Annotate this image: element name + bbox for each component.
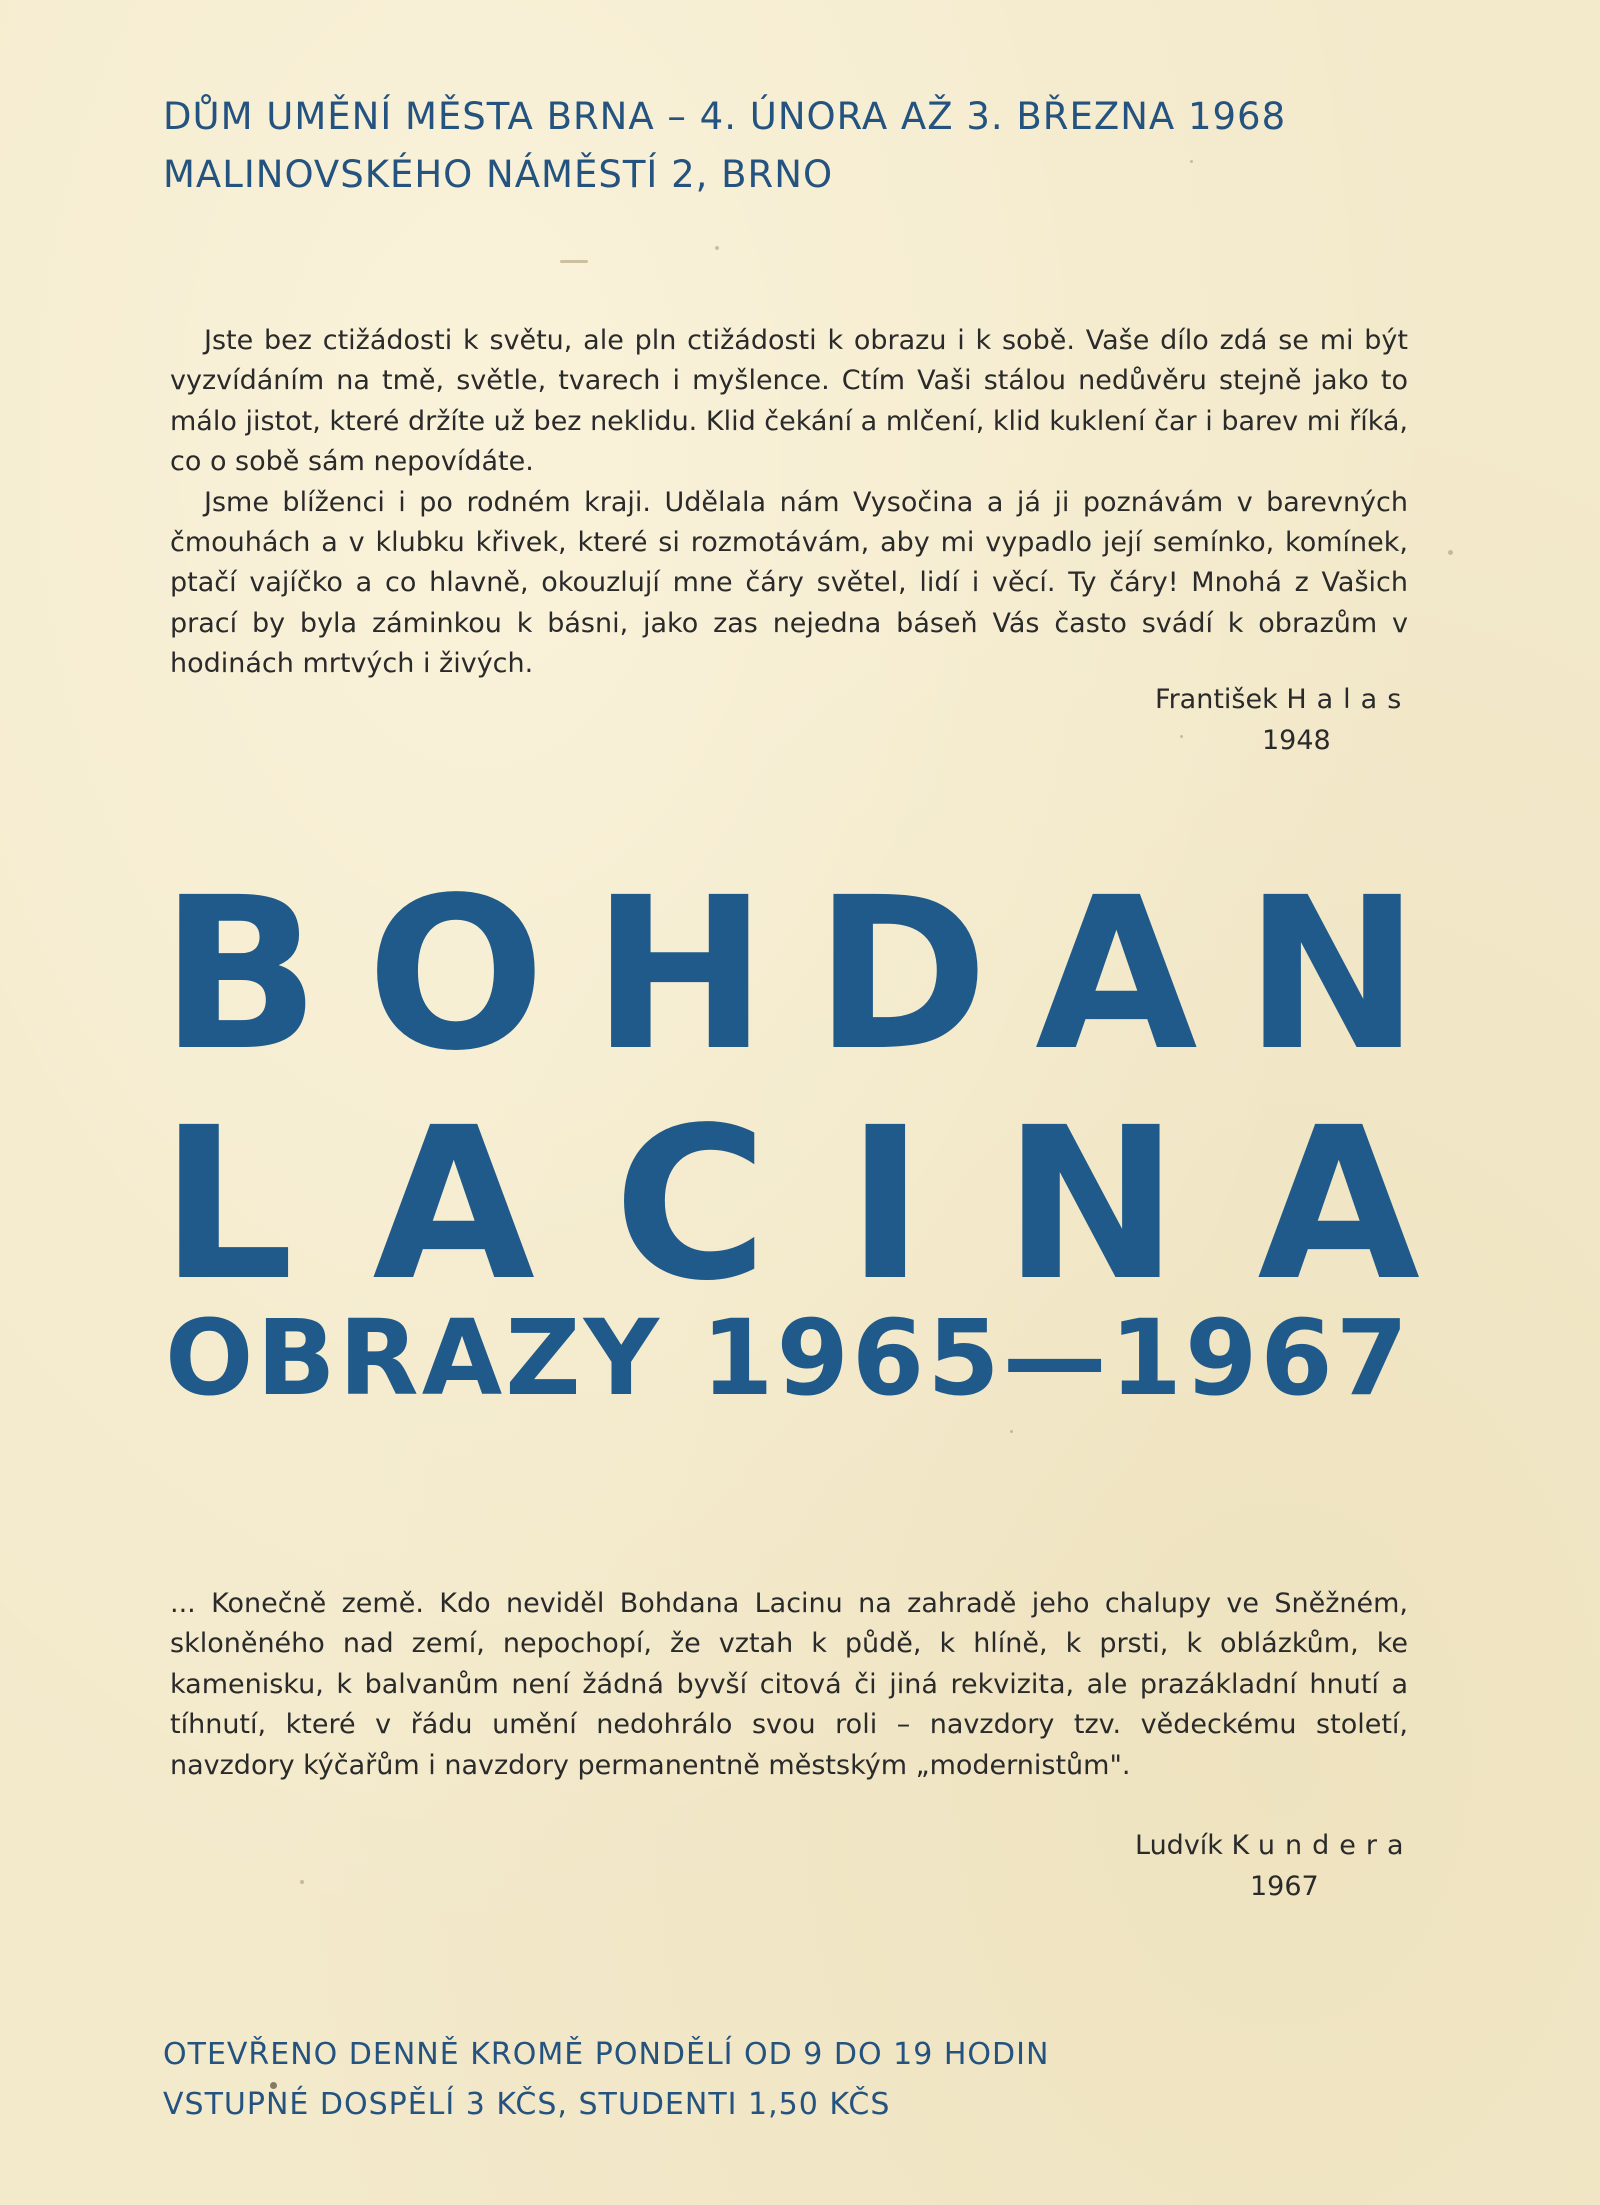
halas-first-name: František xyxy=(1155,684,1278,715)
admission-prices: VSTUPNÉ DOSPĚLÍ 3 KČS, STUDENTI 1,50 KČS xyxy=(163,2087,891,2122)
last-name-letter-1: L xyxy=(160,1082,294,1327)
first-name-letter-6: N xyxy=(1244,852,1420,1097)
header-address: MALINOVSKÉHO NÁMĚSTÍ 2, BRNO xyxy=(163,153,834,196)
artist-first-name xyxy=(160,852,1420,1097)
first-name-letter-4: D xyxy=(814,852,989,1097)
halas-quote-paragraph-1: Jste bez ctižádosti k světu, ale pln ctižádosti k obrazu i k sobě. Vaše dílo zdá se mi být vyzvídáním na tmě, světle, tvarech i myšlence. Ctím Vaši stálou nedůvěru stejně jako to málo jistot, které držíte už bez neklidu. Klid čekání a mlčení, klid kuklení čar i barev mi říká, co o sobě sám nepovídáte. xyxy=(170,325,1408,478)
kundera-year: 1967 xyxy=(1250,1871,1319,1902)
last-name-letter-4: I xyxy=(846,1082,925,1327)
last-name-letter-5: N xyxy=(1003,1082,1179,1327)
halas-year: 1948 xyxy=(1262,725,1331,756)
kundera-last-name: Kundera xyxy=(1231,1830,1414,1861)
last-name-letter-2: A xyxy=(372,1082,535,1327)
first-name-letter-2: O xyxy=(366,852,546,1097)
kundera-signature xyxy=(1135,1826,1414,1866)
first-name-letter-5: A xyxy=(1035,852,1198,1097)
header-venue-dates: DŮM UMĚNÍ MĚSTA BRNA – 4. ÚNORA AŽ 3. BŘEZNA 1968 xyxy=(163,95,1287,138)
first-name-letter-3: H xyxy=(591,852,768,1097)
kundera-quote: ... Konečně země. Kdo neviděl Bohdana Lacinu na zahradě jeho chalupy ve Sněžném, skloněného nad zemí, nepochopí, že vztah k půdě, k hlíně, k prsti, k oblázkům, ke kamenisku, k balvanům není žádná byvší citová či jiná rekvizita, ale prazákladní hnutí a tíhnutí, které v řádu umění nedohrálo svou roli – navzdory tzv. vědeckému století, navzdory kýčařům i navzdory permanentně městským „modernistům". xyxy=(170,1588,1408,1781)
opening-hours: OTEVŘENO DENNĚ KROMĚ PONDĚLÍ OD 9 DO 19 HODIN xyxy=(163,2037,1050,2072)
halas-quote xyxy=(170,321,1408,685)
exhibition-header xyxy=(163,88,1286,204)
halas-signature xyxy=(1155,680,1411,720)
halas-last-name: Halas xyxy=(1286,684,1412,715)
exhibition-subtitle: OBRAZY 1965—1967 xyxy=(165,1297,1412,1419)
first-name-letter-1: B xyxy=(160,852,321,1097)
last-name-letter-3: C xyxy=(613,1082,768,1327)
kundera-first-name: Ludvík xyxy=(1135,1830,1223,1861)
halas-quote-paragraph-2: Jsme blíženci i po rodném kraji. Udělala nám Vysočina a já ji poznávám v barevných čmouhách a v klubku křivek, které si rozmotávám, aby mi vypadlo její semínko, komínek, ptačí vajíčko a co hlavně, okouzlují mne čáry světel, lidí i věcí. Ty čáry! Mnohá z Vašich prací by byla záminkou k básni, jako zas nejedna báseň Vás často svádí k obrazům v hodinách mrtvých i živých. xyxy=(170,486,1408,680)
artist-last-name xyxy=(160,1082,1420,1327)
opening-info xyxy=(163,2030,1049,2130)
last-name-letter-6: A xyxy=(1257,1082,1420,1327)
